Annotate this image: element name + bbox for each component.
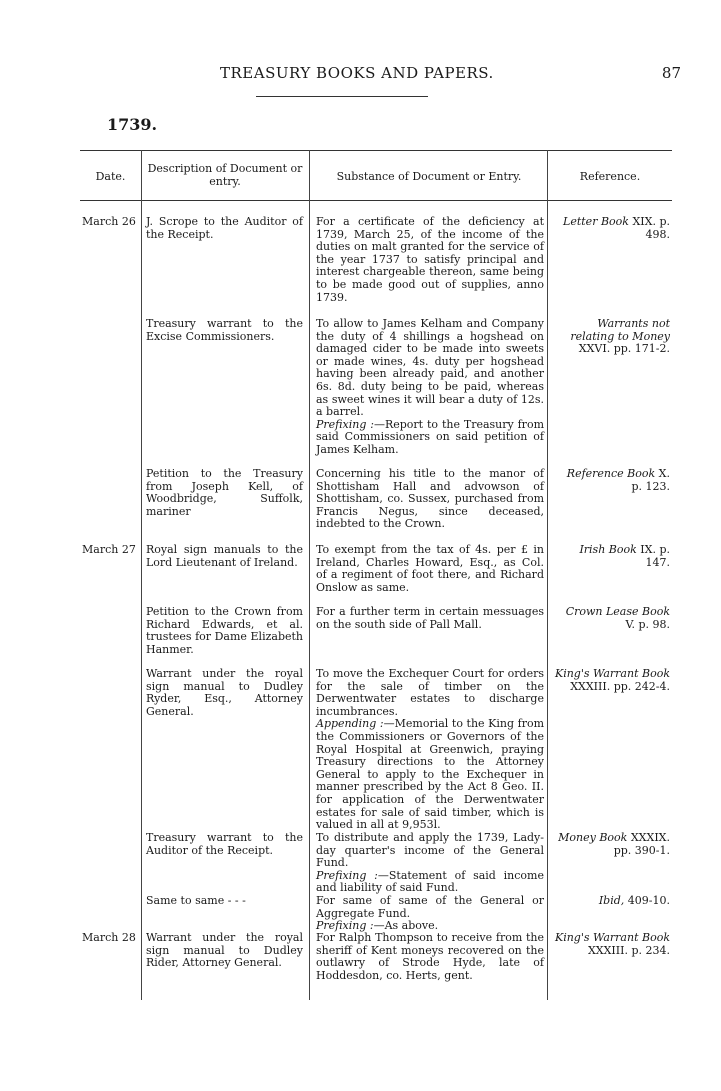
entry-date: March 28 (82, 931, 136, 944)
entry-reference (554, 668, 670, 693)
table-header-rule (80, 200, 672, 201)
register-table (80, 150, 672, 1000)
reference-book: Letter Book (563, 215, 629, 228)
entry-substance (316, 544, 544, 594)
reference-book: Ibid, (598, 894, 625, 907)
substance-text: To allow to James Kelham and Company the duty of 4 shillings a hogshead on damaged cider to be made into sweets or made wines, 4s. duty per hogshead having been already paid, and another 6s. 8d. duty being to be paid, whereas as sweet wines it will bear a duty of 12s. a barrel. (316, 317, 544, 419)
column-header-reference: Reference. (579, 170, 641, 183)
column-divider (141, 150, 142, 1000)
reference-volume: 409-10. (627, 894, 670, 907)
entry-reference (554, 832, 670, 857)
running-head (80, 64, 681, 86)
reference-book: Crown Lease Book (565, 605, 670, 618)
entry-reference (554, 544, 670, 569)
entry-description: Petition to the Treasury from Joseph Kell, of Woodbridge, Suffolk, mariner (146, 467, 303, 518)
column-divider (309, 150, 310, 1000)
reference-volume: IX. p. 147. (640, 543, 670, 569)
entry-description: Treasury warrant to the Excise Commissioners. (146, 317, 303, 343)
entry-reference (554, 932, 670, 957)
column-header-date: Date. (95, 170, 126, 183)
reference-volume: V. p. 98. (625, 617, 670, 631)
entry-description: Warrant under the royal sign manual to Dudley Rider, Attorney General. (146, 931, 303, 970)
entry-substance (316, 216, 544, 304)
substance-text: To move the Exchequer Court for orders for the sale of timber on the Derwentwater estates to discharge incumbrances. (316, 667, 544, 718)
entry-description: J. Scrope to the Auditor of the Receipt. (146, 215, 303, 241)
appended-text: —Report to the Treasury from said Commissioners on said petition of James Kelham. (316, 417, 544, 456)
appended-label: Prefixing : (316, 868, 378, 882)
entry-substance (316, 832, 544, 895)
reference-book: Warrants not relating to Money (570, 317, 670, 343)
appended-text: —As above. (373, 919, 439, 933)
reference-book: Reference Book (566, 467, 656, 480)
entry-reference (554, 606, 670, 631)
entry-description: Treasury warrant to the Auditor of the Receipt. (146, 831, 303, 857)
reference-book: Money Book (558, 831, 628, 844)
substance-text: For Ralph Thompson to receive from the sheriff of Kent moneys recovered on the outlawry of Strode Hyde, late of Hoddesdon, co. Herts, gent. (316, 931, 544, 982)
entry-date: March 26 (82, 215, 136, 228)
appended-label: Appending : (316, 717, 384, 731)
reference-book: Irish Book (579, 543, 637, 556)
appended-text: —Statement of said income and liability of said Fund. (316, 868, 544, 895)
substance-text: For same of same of the General or Aggregate Fund. (316, 894, 544, 920)
substance-text: Concerning his title to the manor of Shottisham Hall and advowson of Shottisham, co. Sussex, purchased from Francis Negus, since deceased, indebted to the Crown. (316, 467, 544, 531)
entry-substance (316, 606, 544, 631)
entry-date: March 27 (82, 543, 136, 556)
entry-reference (554, 468, 670, 493)
entry-description: Same to same - - - (146, 894, 246, 907)
entry-substance (316, 668, 544, 832)
entry-reference (554, 318, 670, 356)
reference-book: King's Warrant Book (554, 667, 670, 680)
running-title: TREASURY BOOKS AND PAPERS. (220, 64, 494, 82)
entry-description: Royal sign manuals to the Lord Lieutenant of Ireland. (146, 543, 303, 569)
reference-volume: XXXIII. pp. 242-4. (570, 679, 670, 693)
reference-volume: X. p. 123. (631, 467, 670, 493)
reference-book: King's Warrant Book (554, 931, 670, 944)
entry-description: Petition to the Crown from Richard Edwards, et al. trustees for Dame Elizabeth Hanmer. (146, 605, 303, 656)
substance-text: For a further term in certain messuages on the south side of Pall Mall. (316, 605, 544, 631)
page-number: 87 (661, 64, 681, 82)
appended-label: Prefixing : (316, 919, 374, 933)
column-header-description: Description of Document or entry. (147, 162, 303, 188)
header-rule (256, 96, 428, 97)
year-heading: 1739. (107, 115, 158, 134)
entry-description: Warrant under the royal sign manual to Dudley Ryder, Esq., Attorney General. (146, 667, 303, 718)
table-top-rule (80, 150, 672, 151)
substance-text: For a certificate of the deficiency at 1739, March 25, of the income of the duties on malt granted for the service of the year 1737 to satisfy principal and interest chargeable thereon, same being to be made good out of supplies, anno 1739. (316, 215, 544, 304)
entry-substance (316, 932, 544, 982)
column-header-substance: Substance of Document or Entry. (336, 170, 522, 183)
reference-volume: XXXIII. p. 234. (587, 943, 670, 957)
entry-substance (316, 895, 544, 933)
reference-volume: XXXIX. pp. 390-1. (613, 831, 670, 857)
appended-label: Prefixing : (316, 417, 374, 431)
entry-reference (554, 216, 670, 241)
reference-volume: XIX. p. 498. (632, 215, 670, 241)
substance-text: To distribute and apply the 1739, Lady-day quarter's income of the General Fund. (316, 831, 544, 870)
substance-text: To exempt from the tax of 4s. per £ in Ireland, Charles Howard, Esq., as Col. of a regiment of foot there, and Richard Onslow as same. (316, 543, 544, 594)
entry-reference (554, 895, 670, 908)
entry-substance (316, 318, 544, 457)
appended-text: —Memorial to the King from the Commissioners or Governors of the Royal Hospital at Greenwich, praying Treasury directions to the Attorney General to apply to the Exchequer in manner prescribed by the Act 8 Geo. II. for application of the Derwentwater estates for sale of said timber, which is valued in all at 9,953l. (316, 717, 545, 832)
entry-substance (316, 468, 544, 531)
column-divider (547, 150, 548, 1000)
reference-volume: XXVI. pp. 171-2. (578, 342, 670, 356)
